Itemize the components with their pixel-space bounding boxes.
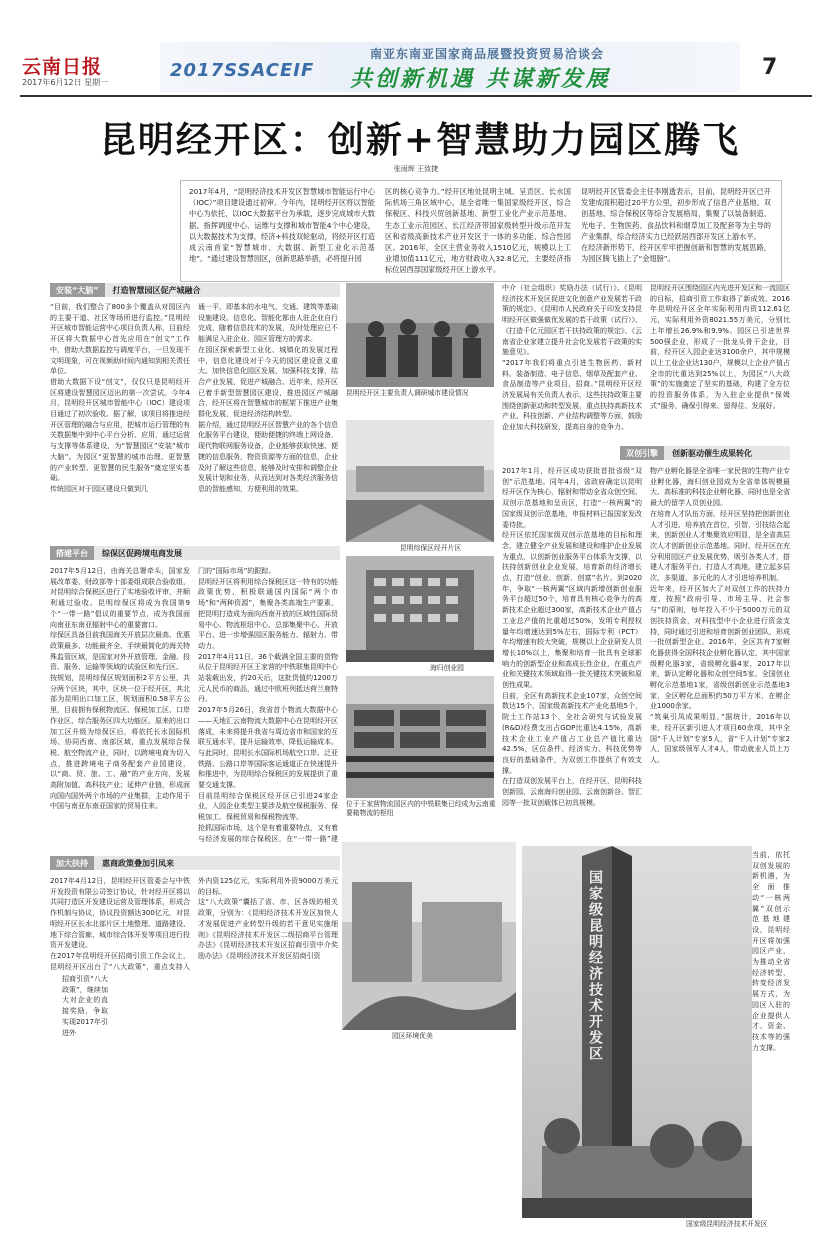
- park-sign-text: 国家级昆明经济技术开发区: [587, 870, 603, 1062]
- section-header-smart-park: [50, 283, 340, 297]
- section-header-innovation: [620, 446, 790, 460]
- article-text: 通一平，即基本的水电气、交通、建筑等基础设施建设。信息化、智能化都由人驻企业自行完成，随着信息技术的发展，及时处理应已不能满足入驻企业、园区管理方的需求。 在园区探索新型工业化、城镇化的发展过程中，信息化建设对于今天的园区建设意义重大。加快信息化园区发展，加强科技支撑，结合产业发展，促进产城融合。近年来，经开区已着手新型智慧园区建设，推进园区产城融合，经开区将在智慧城市的框架下推进产业集群化发展，促进经济结构转型。 据介绍，通过昆明经开区智慧产业的各个信息化服务平台建设，便助便捷的终端上网设备，现代物联网服务设备，企业能够获取快速、便捷的信息服务，物资资源等方面的信息，企业及时了解这些信息，能够及时安排和调整企业发展计划和业务，从而达到对各类经济服务信息的智能感知，方便利用的效果。: [198, 303, 338, 493]
- article-text: 门的“国际市场”的跟踪。 昆明经开区将利用综合保税区这一特有的功能政策优势，积极联通国内国际“两个市场”和“两种资源”，集聚各类高端生产要素，把昆明打造成为面向西南开放的区域性国际贸易中心、物流枢纽中心、总部集聚中心、开放平台、进一步增强园区服务能力、辐射力、带动力。 2017年4月11日，36个载满全国主要的货物从位于昆明经开区王家营的中铁联集昆明中心站装载出发，约20天后，这批货值约1200万元人民币的商品，通过中欧班列抵达荷兰鹿特丹。 2017年5月26日，我省首个物流大数据中心——天地汇云南物流大数据中心在昆明经开区落成，未来将提升我省与周边省市和国家的互联互通水平，提升运输效率，降低运输成本。 与此同时，昆明长水国际机场航空口岸、泛亚铁路、公路口岸等国际客运通道正在快速提升和推进中，为昆明综合保税区的发展提供了重要交通支撑。 目前昆明综合保税区经开区已引进24家企业，入园企业类型主要涉及航空保税服务、保税加工、保税贸易和保税物流等。 抢抓国际市场，这个是有着重要特点，又有着与经济发展的综合保税区，在“一带一路”建: [198, 567, 338, 843]
- issue-date: 2017年6月12日 星期一: [22, 78, 109, 87]
- section-title: 创新驱动催生成果转化: [664, 446, 790, 460]
- section-header-policy: [50, 856, 340, 870]
- expo-name: 南亚东南亚国家商品展暨投资贸易洽谈会: [370, 47, 605, 61]
- photo-caption: 昆明经开区主要负责人调研城市建设情况: [346, 389, 469, 397]
- article-text: 外内资125亿元，实际利用外资9000万美元的目标。 这“八大政策”囊括了省、市、区各级的相关政策，分别为：《昆明经济技术开发区加快人才发展促进产业转型升级的若干意见实施细则》《昆明经济技术开发区二级招商平台管理办法》《昆明经济技术开发区招商引资中介奖励办法》《昆明经济技术开发区招商引资: [198, 877, 338, 960]
- photo-caption: 昆明综保区经开片区: [400, 544, 462, 552]
- article-text: 2017年5月12日，由海关总署牵头，国家发展改革委、财政部等十部委组成联合验收组，对昆明综合保税区进行了实地验收评审，并顺利通过验收。昆明综保区将成为我国第9个“一带一路”倡议的重要节点，成为我国面向南亚东南亚辐射中心的重要窗口。 综保区具备目前我国海关开放层次最高、优惠政策最多、功能最齐全、手续最简化的海关特殊监管区域，是国家对外开放管理、金融、投资、服务、运输等领域的试验区和先行区。 按规划，昆明综保区规划面积2平方公里，共分两个区块，其中，区块一位于经开区，其北部为昆明出口加工区，规划面积0.58平方公里，目前拥有保税物流区、保税加工区、口岸作业区、综合服务区四大功能区。原来的出口加工区升级为综保区后，将依托长水国际机场、协同西南、南部区域，重点发展综合保税、航空物流产业，同时，以跨境电商为切入点，推进跨境电子商务配套产业园建设，以“商、贸、旅、工、融”的产业方向，发展高附加值、高科技产业；延伸产业链，形成面向国内国外两个市场的产业集群，主动作用于中国与南亚东南亚国家的贸易往来。: [50, 567, 190, 811]
- expo-year-label: 2017SSACEIF: [170, 60, 315, 81]
- photo-caption: 位于王家营物流园区内的中铁联集已经成为云南重要箱物流的枢纽: [346, 800, 496, 817]
- section-tag: 安装“大脑”: [50, 283, 105, 297]
- article-headline: 昆明经开区：创新+智慧助力园区腾飞: [99, 119, 741, 161]
- page-number: 7: [762, 55, 778, 80]
- article-text: 当前，依托双创发展的新机遇，为全面推动“一核两翼”双创示范基地建设，昆明经开区将加强园区产业，为推动全省经济转型，转变经济发展方式，为园区入驻的企业提供人才、资金、技术等的强力支撑。: [752, 851, 790, 1052]
- photo-returnee-park: [346, 556, 494, 662]
- photo-rail-terminal: [346, 676, 494, 798]
- article-byline: 张雨辉 王致捷: [393, 165, 439, 173]
- article-text: “目前，我们整合了800多个覆盖从对园区内的主要干道、社区等场所进行监控。”昆明经开区城市智能运营中心项目负责人称，目前经开区将大数据中心首先应用在“创文”工作中，借助大数据监控与调度平台，一旦发现不文明现象，可在视频助时间内通知到相关责任单位。 借助大数据下设“创文”，仅仅只是昆明经开区将建设智慧园区迈出的第一次尝试。今年4月，昆明经开区城市智能中心（IOC）建设项目通过了初次验收。据了解，该项目将推进经开区管理的融合与应用，把城市运行管理的有关数据集中到中心平台分析、应用，通过运营与支撑等体系建设，为“智慧园区”安装“城市大脑”。为园区“更智慧的城市治理、更智慧的产业转型、更智慧的民生服务”奠定坚实基础。 传统园区对于园区建设只做到几: [50, 303, 190, 493]
- article-text: 物产业孵化器是全省唯一家民营的生物产业专业孵化器，海归创业园成为全省单体规模最大、高标准的科技企业孵化器，同时也是全省最大的留学人员创业园。 在培育人才队伍方面，经开区坚持把创新创业人才引进、培养放在首位，引智、引技结合起来，创新创业人才集聚效应明显，是全省高层次人才创新创业示范基地。同时，经开区在充分利用园区产业发展优势，吸引各类人才，搭建人才服务平台，打造人才高地，建立起多层次、多渠道、多元化的人才引进培养机制。 近年来，经开区加大了对双创工作的扶持力度，按照“政府引导、市场主导、社会参与”的原则，每年投入不少于5000万元的双创扶持资金，对科技型中小企业进行资金支持，同时通过引进和培育创新创业团队，形成一批创新型企业。2016年，全区共有7家孵化器获得全国科技企业孵化器认定，其中国家级孵化器3家，省级孵化器4家，2017年以来，新认定孵化器和众创空间5家。全国创业孵化示范基地1家，省级创新创业示范基地3家，全区孵化总面积约50万平方米，在孵企业1000余家。 “筑巢引凤成果明显，”据统计，2016年以来，经开区新引进人才项目60余项，其中全国“千人计划”专家5人，省“千人计划”专家2人，国家级领军人才4人，带动就业人员上万人。: [650, 467, 790, 764]
- section-title: 惠商政策叠加引凤来: [94, 856, 340, 870]
- section-title: 综保区促跨境电商发展: [94, 546, 340, 560]
- lead-column-1: 2017年4月，“昆明经济技术开发区智慧城市智能运行中心（IOC）”项目建设通过初审。今年内，昆明经开区将以智能中心为依托，以IOC大数据平台为承载，逐步完成城市大数据、指挥调度中心、运维与支撑和城市智能4个中心建设，以大数据技术为支撑，经济+科技双轮驱动，将经开区打造成云南首家“智慧城市、大数据、新型工业化示范基地”。“通过建设智慧园区，创新思路举措，必将提升园: [189, 187, 375, 264]
- photo-park-sign: [342, 846, 752, 1218]
- lead-column-3: 昆明经开区管委会主任李刚透表示，目前，昆明经开区已开发建成面积超过20平方公里，初步形成了信息产业基地、双创基地、综合保税区等综合发展格局，集聚了以装备制造、光电子、生物医药、食品饮料和烟草加工及配套等为主导的产业集群，综合经济实力已经跃居西部开发区上游水平。 在经济新形势下，经开区牢牢把握创新和智慧的发展思路，为园区腾飞插上了“金翅膀”。: [581, 187, 771, 264]
- photo-caption: 海归创业园: [430, 664, 464, 672]
- photo-caption: 园区环境优美: [392, 1032, 433, 1040]
- photo-inspection: [346, 283, 494, 387]
- section-tag: 搭建平台: [50, 546, 94, 560]
- photo-caption: 国家级昆明经济技术开发区: [686, 1220, 768, 1228]
- photo-bonded-zone: [346, 420, 494, 542]
- lead-box: [180, 180, 782, 282]
- masthead-rule: [20, 95, 812, 97]
- section-tag: 加大扶持: [50, 856, 94, 870]
- expo-slogan: 共创新机遇 共谋新发展: [350, 67, 611, 92]
- section-title: 打造智慧园区促产城融合: [105, 283, 340, 297]
- newspaper-logo: 云南日报: [22, 56, 103, 78]
- article-text: 2017年1月，经开区成功获批首批省级“双创”示范基地。同年4月，省政府确定以昆明经开区作为核心，辐射和带动全省众创空间、双创示范基地和呈贡区，打造“一核两翼”的国家级双创示范基地，申报材料已报国家发改委待批。 经开区依托国家级双创示范基地的目标和理念，建立健全产业发展和建设和维护企业发展为重点，以创新创业服务平台体系为支撑，以扶持创新创业企业发展，培育新的经济增长点，打造“创业、创新、创富”名片。到2020年，争取“一核两翼”区域内新增创新创业服务平台超过50个，培育具有核心竞争力的高新技术企业超过300家，高新技术企业产值占工业总产值的比重超过50%，发明专利授权量年均增速达到5%左右，国际专利（PCT）年均增速有较大突破，规模以上企业研发人员增长10%以上，集聚和培育一批具有全球影响力的创新型企业和高成长性企业，在重点产业和关键技术领域取得一批关键技术突破和原创性成果。 目前，全区有高新技术企业107家，众创空间数达15个，国家级高新技术产业化基地5个，院士工作站13个，全社会研究与试验发展(R&D)经费支出占GDP比重达4.15%，高新技术企业工业产值占工业总产值比重达42.5%，区位条件、经济实力、科技优势等良好的基础条件，为双创工作提供了有效支撑。 在打造双创发展平台上，在经开区，昆明科技创新园、云南海归创业园、云南创新谷、智汇园等一批双创载体已初具规模。: [502, 467, 642, 807]
- article-text: 中介（社会组织）奖励办法（试行）》、《昆明经济技术开发区促进文化创意产业发展若干政策的规定》、《昆明市人民政府关于印发支持昆明经开区做强做优发展的若干政策（试行）》、《打造千亿元园区若干扶持政策的规定》、《云南省企业家建立提升社会化发展若干政策的实施意见》。 “2017年我们将重点引进生物医药、新材料、装备制造、电子信息、烟草及配套产业、食品制造等产业项目，招商。”昆明经开区经济发展局有关负责人表示，这些扶持政策主要围绕创新驱动和转型发展，重点扶持高新技术产业、科技创新、产业结构调整等方面，鼓励企业加大科技研发，提高自身的竞争力。: [502, 284, 642, 432]
- section-tag: 双创引擎: [620, 446, 664, 460]
- section-header-bonded-zone: [50, 546, 340, 560]
- article-text: 昆明经开区围绕园区内光进开发区和一流园区的目标，招商引资工作取得了新成效。2016年昆明经开区全年实际利用内资112.61亿元，实际利用外资8021.55万美元，分别比上年增长26.9%和9.9%。园区已引进世界500强企业，形成了一批龙头骨干企业，目前，经开区入园企业达3100余户，其中规模以上工业企业达130户，规模以上企业产值占全市的比重达到25%以上，为园区“八大政策”的实施奠定了坚实的基础，构建了全方位的投资服务体系，为入驻企业提供“保姆式”服务，确保引得来、留得住、发展好。: [650, 284, 790, 410]
- lead-column-2: 区的核心竞争力。”经开区地处昆明主城、呈贡区、长水国际机场三角区域中心，是全省唯一集国家级经开区、综合保税区、科技兴贸创新基地、新型工业化产业示范基地、生态工业示范园区、长江经济带国家级转型升级示范开发区和省级高新技术产业开发区于一体的多功能、综合性园区。2016年，全区主营业务收入1510亿元，规模以上工业增加值111亿元，地方财政收入32.8亿元，主要经济指标位居西部国家级经开区上游水平。: [385, 187, 571, 275]
- article-text: 招商引资“八大政策”，继续加大对企业的直接奖励，争取实现2017年引进外: [62, 975, 108, 1037]
- article-text: 2017年4月12日，昆明经开区管委会与中铁开发投资有限公司签订协议，针对经开区将以共同打造区开发建设运营及管理体系，形成合作机制与协议，协议投资额达300亿元，对昆明经开区长水北部片区土地整理、道路建设、地下综合管廊、城市综合体开发等项目进行投资开发建设。 在2017年昆明经开区招商引资工作会议上，昆明经开区出台了“八大政策”，重点支持入: [50, 877, 190, 971]
